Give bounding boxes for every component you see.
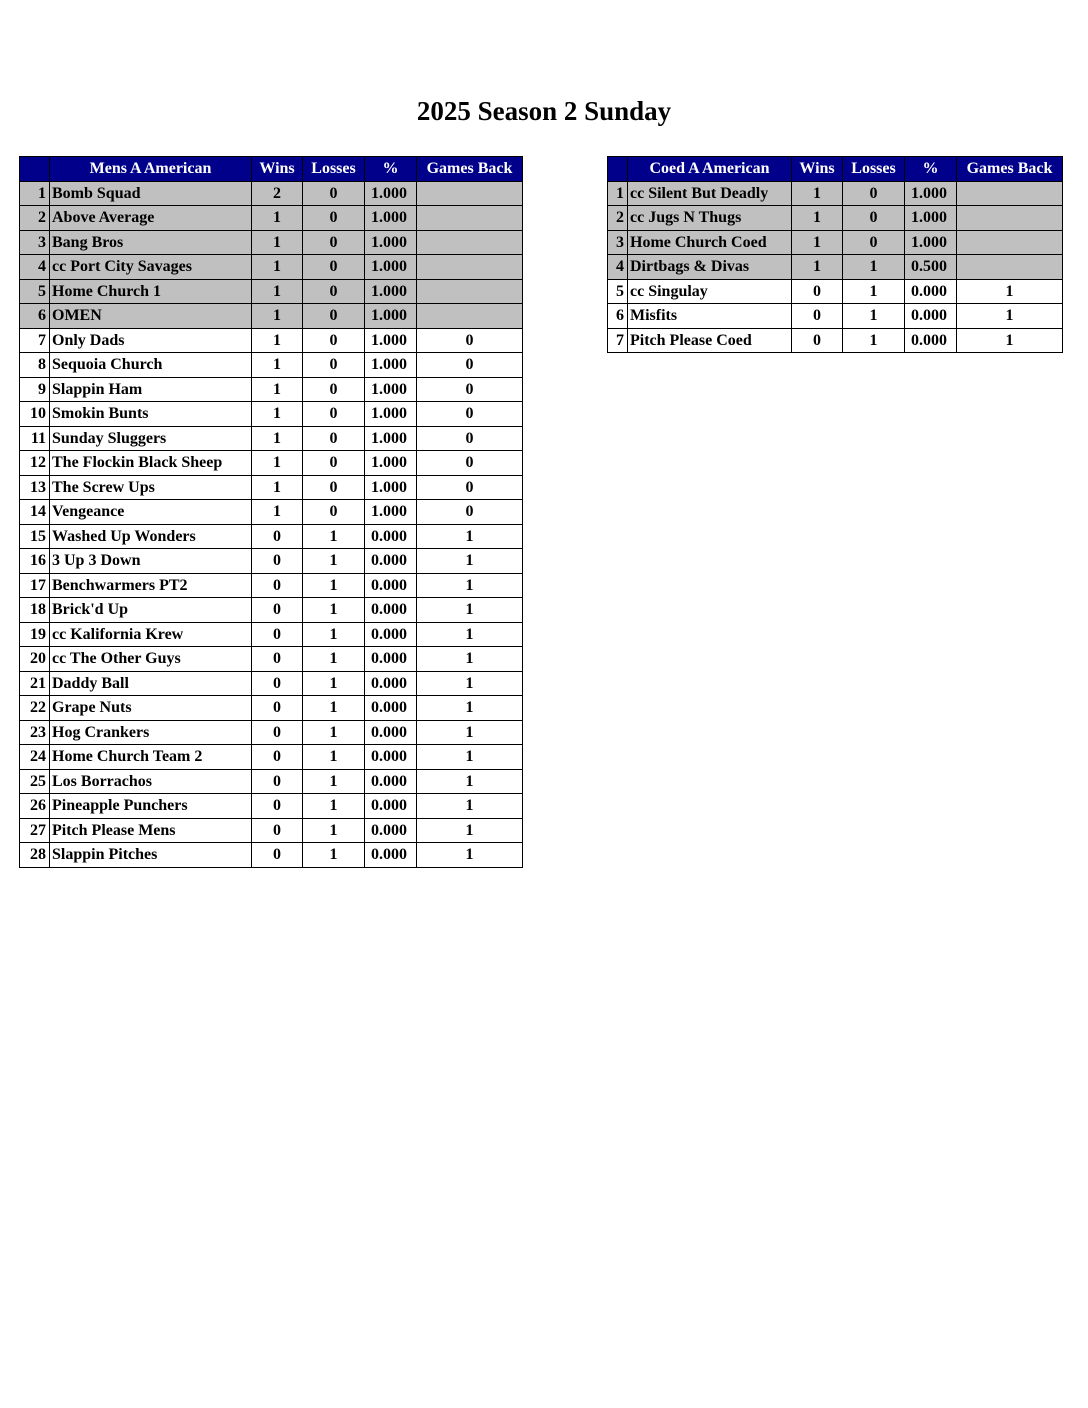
pct-cell: 1.000 <box>365 426 417 451</box>
losses-cell: 0 <box>303 500 365 525</box>
rank-cell: 6 <box>20 304 50 329</box>
team-name-cell: 3 Up 3 Down <box>50 549 252 574</box>
table-row <box>608 206 1063 231</box>
mens-standings-body <box>20 181 523 867</box>
rank-cell: 3 <box>20 230 50 255</box>
losses-cell: 0 <box>303 230 365 255</box>
pct-cell: 1.000 <box>365 328 417 353</box>
rank-cell: 8 <box>20 353 50 378</box>
team-name-cell: cc Port City Savages <box>50 255 252 280</box>
wins-cell: 1 <box>252 426 303 451</box>
team-name-cell: Misfits <box>628 304 792 329</box>
wins-cell: 0 <box>252 524 303 549</box>
coed-standings-body <box>608 181 1063 353</box>
pct-cell: 0.000 <box>365 818 417 843</box>
losses-cell: 1 <box>843 328 905 353</box>
table-row <box>20 745 523 770</box>
losses-cell: 1 <box>303 573 365 598</box>
wins-header: Wins <box>252 157 303 182</box>
pct-cell: 0.000 <box>905 304 957 329</box>
losses-cell: 0 <box>843 206 905 231</box>
table-row <box>20 377 523 402</box>
pct-cell: 1.000 <box>365 353 417 378</box>
pct-cell: 0.000 <box>365 598 417 623</box>
losses-cell: 0 <box>303 402 365 427</box>
losses-cell: 0 <box>303 377 365 402</box>
table-row <box>20 696 523 721</box>
team-name-cell: Bomb Squad <box>50 181 252 206</box>
team-name-cell: Pineapple Punchers <box>50 794 252 819</box>
pct-cell: 0.000 <box>365 524 417 549</box>
games-back-cell <box>957 230 1063 255</box>
games-back-cell: 1 <box>417 647 523 672</box>
table-row <box>20 230 523 255</box>
team-name-cell: Grape Nuts <box>50 696 252 721</box>
wins-cell: 1 <box>252 279 303 304</box>
wins-cell: 0 <box>252 573 303 598</box>
pct-cell: 0.000 <box>365 720 417 745</box>
pct-header: % <box>905 157 957 182</box>
team-name-cell: Home Church Coed <box>628 230 792 255</box>
rank-cell: 14 <box>20 500 50 525</box>
losses-cell: 0 <box>303 304 365 329</box>
table-row <box>20 524 523 549</box>
wins-cell: 1 <box>252 328 303 353</box>
mens-standings-table <box>19 156 523 868</box>
losses-cell: 1 <box>303 671 365 696</box>
team-name-cell: cc Jugs N Thugs <box>628 206 792 231</box>
table-row <box>20 451 523 476</box>
rank-cell: 1 <box>608 181 628 206</box>
team-name-cell: Home Church Team 2 <box>50 745 252 770</box>
table-row <box>20 304 523 329</box>
division-header: Mens A American <box>50 157 252 182</box>
losses-cell: 0 <box>303 181 365 206</box>
wins-cell: 1 <box>252 402 303 427</box>
team-name-cell: Sunday Sluggers <box>50 426 252 451</box>
wins-cell: 0 <box>792 304 843 329</box>
games-back-cell: 1 <box>417 598 523 623</box>
page-title: 2025 Season 2 Sunday <box>416 96 672 126</box>
losses-cell: 1 <box>303 818 365 843</box>
pct-cell: 1.000 <box>365 206 417 231</box>
wins-cell: 0 <box>252 818 303 843</box>
coed-standings-table <box>607 156 1063 353</box>
losses-cell: 1 <box>303 745 365 770</box>
losses-cell: 1 <box>303 622 365 647</box>
losses-cell: 0 <box>303 475 365 500</box>
pct-cell: 0.000 <box>365 745 417 770</box>
games-back-cell <box>417 304 523 329</box>
losses-cell: 1 <box>303 524 365 549</box>
wins-cell: 0 <box>252 598 303 623</box>
wins-cell: 1 <box>792 181 843 206</box>
pct-cell: 1.000 <box>905 230 957 255</box>
losses-cell: 1 <box>303 696 365 721</box>
rank-cell: 1 <box>20 181 50 206</box>
games-back-cell: 0 <box>417 426 523 451</box>
losses-header: Losses <box>843 157 905 182</box>
wins-cell: 1 <box>252 377 303 402</box>
wins-cell: 1 <box>252 451 303 476</box>
losses-cell: 1 <box>843 255 905 280</box>
wins-cell: 1 <box>792 255 843 280</box>
games-back-cell: 1 <box>957 304 1063 329</box>
wins-cell: 1 <box>252 500 303 525</box>
team-name-cell: The Screw Ups <box>50 475 252 500</box>
team-name-cell: Dirtbags & Divas <box>628 255 792 280</box>
table-row <box>20 622 523 647</box>
team-name-cell: Washed Up Wonders <box>50 524 252 549</box>
wins-cell: 0 <box>252 696 303 721</box>
table-row <box>20 426 523 451</box>
pct-cell: 1.000 <box>365 402 417 427</box>
games-back-cell: 0 <box>417 451 523 476</box>
rank-cell: 10 <box>20 402 50 427</box>
games-back-cell: 0 <box>417 475 523 500</box>
rank-cell: 3 <box>608 230 628 255</box>
team-name-cell: Benchwarmers PT2 <box>50 573 252 598</box>
games-back-cell: 1 <box>417 745 523 770</box>
wins-cell: 0 <box>252 671 303 696</box>
table-header-row <box>608 157 1063 182</box>
table-row <box>20 475 523 500</box>
losses-cell: 0 <box>843 181 905 206</box>
games-back-cell <box>417 255 523 280</box>
team-name-cell: cc Singulay <box>628 279 792 304</box>
team-name-cell: Above Average <box>50 206 252 231</box>
team-name-cell: Hog Crankers <box>50 720 252 745</box>
games-back-cell: 1 <box>417 818 523 843</box>
wins-cell: 1 <box>252 255 303 280</box>
wins-cell: 0 <box>252 549 303 574</box>
pct-cell: 0.000 <box>365 794 417 819</box>
rank-cell: 22 <box>20 696 50 721</box>
pct-cell: 0.000 <box>365 769 417 794</box>
table-row <box>608 328 1063 353</box>
wins-cell: 1 <box>252 230 303 255</box>
games-back-header: Games Back <box>417 157 523 182</box>
team-name-cell: Smokin Bunts <box>50 402 252 427</box>
table-row <box>20 206 523 231</box>
games-back-header: Games Back <box>957 157 1063 182</box>
rank-cell: 7 <box>608 328 628 353</box>
rank-cell: 23 <box>20 720 50 745</box>
pct-cell: 1.000 <box>905 206 957 231</box>
rank-cell: 11 <box>20 426 50 451</box>
losses-cell: 1 <box>303 549 365 574</box>
rank-cell: 9 <box>20 377 50 402</box>
rank-cell: 5 <box>608 279 628 304</box>
losses-cell: 0 <box>303 328 365 353</box>
table-row <box>20 181 523 206</box>
table-row <box>608 255 1063 280</box>
games-back-cell: 0 <box>417 500 523 525</box>
games-back-cell <box>957 255 1063 280</box>
games-back-cell: 1 <box>417 549 523 574</box>
table-row <box>20 818 523 843</box>
table-row <box>20 720 523 745</box>
pct-cell: 1.000 <box>365 181 417 206</box>
division-header: Coed A American <box>628 157 792 182</box>
pct-header: % <box>365 157 417 182</box>
table-row <box>20 500 523 525</box>
wins-header: Wins <box>792 157 843 182</box>
games-back-cell: 1 <box>957 279 1063 304</box>
losses-cell: 0 <box>303 279 365 304</box>
losses-cell: 1 <box>843 304 905 329</box>
rank-cell: 28 <box>20 843 50 868</box>
rank-cell: 21 <box>20 671 50 696</box>
table-row <box>20 549 523 574</box>
table-row <box>20 598 523 623</box>
rank-cell: 27 <box>20 818 50 843</box>
wins-cell: 1 <box>792 230 843 255</box>
rank-cell: 18 <box>20 598 50 623</box>
rank-cell: 16 <box>20 549 50 574</box>
pct-cell: 0.500 <box>905 255 957 280</box>
table-row <box>608 279 1063 304</box>
pct-cell: 1.000 <box>365 451 417 476</box>
pct-cell: 0.000 <box>365 647 417 672</box>
losses-cell: 1 <box>303 794 365 819</box>
losses-cell: 0 <box>303 426 365 451</box>
team-name-cell: Vengeance <box>50 500 252 525</box>
team-name-cell: Pitch Please Coed <box>628 328 792 353</box>
wins-cell: 1 <box>252 353 303 378</box>
pct-cell: 1.000 <box>365 377 417 402</box>
pct-cell: 0.000 <box>905 279 957 304</box>
losses-header: Losses <box>303 157 365 182</box>
wins-cell: 1 <box>252 206 303 231</box>
team-name-cell: Slappin Pitches <box>50 843 252 868</box>
games-back-cell: 0 <box>417 377 523 402</box>
rank-header <box>20 157 50 182</box>
team-name-cell: Only Dads <box>50 328 252 353</box>
table-row <box>20 353 523 378</box>
table-row <box>608 230 1063 255</box>
games-back-cell: 0 <box>417 328 523 353</box>
rank-cell: 13 <box>20 475 50 500</box>
rank-cell: 2 <box>608 206 628 231</box>
wins-cell: 0 <box>252 647 303 672</box>
pct-cell: 0.000 <box>365 622 417 647</box>
table-row <box>608 304 1063 329</box>
games-back-cell <box>417 206 523 231</box>
wins-cell: 1 <box>252 475 303 500</box>
rank-cell: 4 <box>608 255 628 280</box>
team-name-cell: cc Kalifornia Krew <box>50 622 252 647</box>
wins-cell: 1 <box>792 206 843 231</box>
games-back-cell: 0 <box>417 402 523 427</box>
games-back-cell: 1 <box>417 720 523 745</box>
rank-cell: 25 <box>20 769 50 794</box>
losses-cell: 0 <box>303 255 365 280</box>
pct-cell: 1.000 <box>905 181 957 206</box>
table-row <box>20 279 523 304</box>
pct-cell: 0.000 <box>905 328 957 353</box>
table-header-row <box>20 157 523 182</box>
games-back-cell <box>417 181 523 206</box>
games-back-cell: 1 <box>957 328 1063 353</box>
games-back-cell <box>417 279 523 304</box>
team-name-cell: cc The Other Guys <box>50 647 252 672</box>
pct-cell: 0.000 <box>365 573 417 598</box>
losses-cell: 0 <box>303 353 365 378</box>
rank-cell: 20 <box>20 647 50 672</box>
losses-cell: 0 <box>303 451 365 476</box>
pct-cell: 0.000 <box>365 843 417 868</box>
losses-cell: 1 <box>303 647 365 672</box>
games-back-cell: 1 <box>417 794 523 819</box>
table-row <box>20 402 523 427</box>
rank-cell: 7 <box>20 328 50 353</box>
wins-cell: 0 <box>792 279 843 304</box>
table-row <box>20 671 523 696</box>
wins-cell: 0 <box>252 843 303 868</box>
team-name-cell: Sequoia Church <box>50 353 252 378</box>
table-row <box>20 255 523 280</box>
games-back-cell <box>417 230 523 255</box>
wins-cell: 0 <box>792 328 843 353</box>
games-back-cell: 1 <box>417 671 523 696</box>
losses-cell: 1 <box>303 598 365 623</box>
losses-cell: 1 <box>843 279 905 304</box>
rank-cell: 12 <box>20 451 50 476</box>
wins-cell: 1 <box>252 304 303 329</box>
pct-cell: 1.000 <box>365 500 417 525</box>
table-row <box>20 647 523 672</box>
table-row <box>20 769 523 794</box>
team-name-cell: The Flockin Black Sheep <box>50 451 252 476</box>
rank-cell: 4 <box>20 255 50 280</box>
table-row <box>608 181 1063 206</box>
wins-cell: 0 <box>252 745 303 770</box>
pct-cell: 1.000 <box>365 475 417 500</box>
rank-cell: 19 <box>20 622 50 647</box>
games-back-cell: 1 <box>417 524 523 549</box>
team-name-cell: Pitch Please Mens <box>50 818 252 843</box>
table-row <box>20 794 523 819</box>
table-row <box>20 573 523 598</box>
games-back-cell <box>957 181 1063 206</box>
games-back-cell: 1 <box>417 622 523 647</box>
wins-cell: 0 <box>252 622 303 647</box>
pct-cell: 0.000 <box>365 671 417 696</box>
rank-header <box>608 157 628 182</box>
rank-cell: 26 <box>20 794 50 819</box>
losses-cell: 1 <box>303 769 365 794</box>
losses-cell: 0 <box>843 230 905 255</box>
pct-cell: 1.000 <box>365 279 417 304</box>
games-back-cell: 1 <box>417 573 523 598</box>
pct-cell: 0.000 <box>365 549 417 574</box>
losses-cell: 1 <box>303 843 365 868</box>
games-back-cell <box>957 206 1063 231</box>
games-back-cell: 1 <box>417 769 523 794</box>
games-back-cell: 1 <box>417 843 523 868</box>
losses-cell: 0 <box>303 206 365 231</box>
rank-cell: 24 <box>20 745 50 770</box>
team-name-cell: Bang Bros <box>50 230 252 255</box>
team-name-cell: cc Silent But Deadly <box>628 181 792 206</box>
team-name-cell: Daddy Ball <box>50 671 252 696</box>
team-name-cell: Home Church 1 <box>50 279 252 304</box>
wins-cell: 0 <box>252 769 303 794</box>
table-row <box>20 843 523 868</box>
rank-cell: 15 <box>20 524 50 549</box>
rank-cell: 5 <box>20 279 50 304</box>
losses-cell: 1 <box>303 720 365 745</box>
rank-cell: 2 <box>20 206 50 231</box>
team-name-cell: OMEN <box>50 304 252 329</box>
team-name-cell: Brick'd Up <box>50 598 252 623</box>
games-back-cell: 1 <box>417 696 523 721</box>
rank-cell: 17 <box>20 573 50 598</box>
pct-cell: 1.000 <box>365 304 417 329</box>
team-name-cell: Los Borrachos <box>50 769 252 794</box>
games-back-cell: 0 <box>417 353 523 378</box>
rank-cell: 6 <box>608 304 628 329</box>
wins-cell: 0 <box>252 794 303 819</box>
wins-cell: 2 <box>252 181 303 206</box>
pct-cell: 1.000 <box>365 255 417 280</box>
wins-cell: 0 <box>252 720 303 745</box>
pct-cell: 0.000 <box>365 696 417 721</box>
team-name-cell: Slappin Ham <box>50 377 252 402</box>
table-row <box>20 328 523 353</box>
pct-cell: 1.000 <box>365 230 417 255</box>
